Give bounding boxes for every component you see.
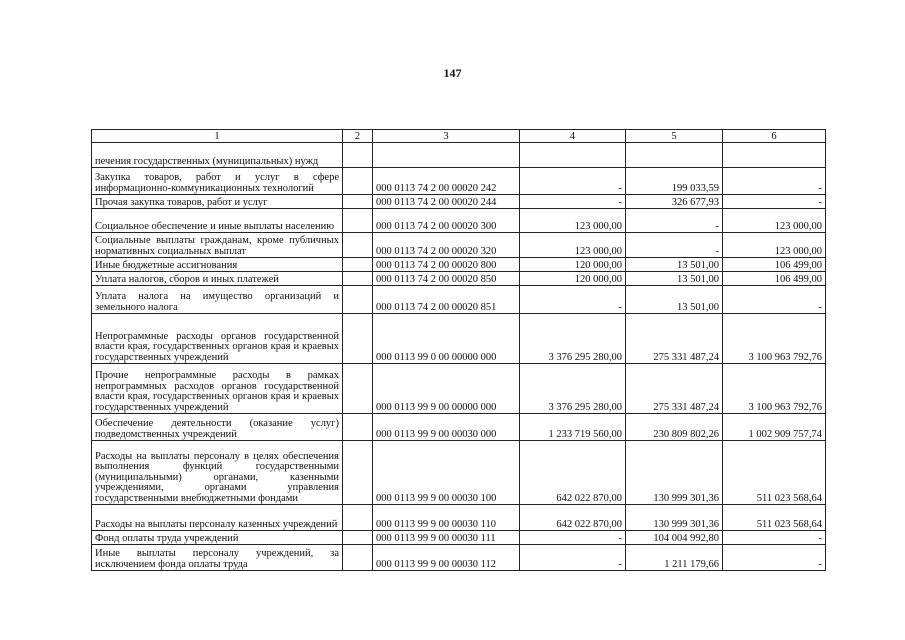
row-name: Социальные выплаты гражданам, кроме публичных нормативных социальных выплат — [92, 233, 343, 258]
table-row — [92, 209, 826, 233]
row-col2 — [343, 414, 373, 441]
row-col6: 123 000,00 — [723, 209, 826, 233]
table-row — [92, 364, 826, 414]
row-name: Расходы на выплаты персоналу казенных учреждений — [92, 505, 343, 531]
row-col4: - — [520, 545, 626, 571]
row-col6 — [723, 143, 826, 168]
row-col6: 511 023 568,64 — [723, 505, 826, 531]
row-col6: - — [723, 531, 826, 545]
row-col4 — [520, 143, 626, 168]
row-col4: 642 022 870,00 — [520, 441, 626, 505]
header-col-2: 2 — [343, 130, 373, 143]
row-code — [373, 143, 520, 168]
row-name: Иные выплаты персоналу учреждений, за исключением фонда оплаты труда — [92, 545, 343, 571]
row-col2 — [343, 168, 373, 195]
row-col2 — [343, 314, 373, 364]
table-row — [92, 414, 826, 441]
row-col6: - — [723, 286, 826, 314]
header-col-4: 4 — [520, 130, 626, 143]
row-col5: 13 501,00 — [626, 286, 723, 314]
row-col2 — [343, 531, 373, 545]
row-col5 — [626, 143, 723, 168]
row-code: 000 0113 99 9 00 00030 000 — [373, 414, 520, 441]
row-col2 — [343, 505, 373, 531]
table-row — [92, 286, 826, 314]
row-name: Обеспечение деятельности (оказание услуг) подведомственных учреждений — [92, 414, 343, 441]
row-col5: 13 501,00 — [626, 258, 723, 272]
row-col5: 230 809 802,26 — [626, 414, 723, 441]
row-code: 000 0113 74 2 00 00020 320 — [373, 233, 520, 258]
row-col4: 123 000,00 — [520, 209, 626, 233]
header-col-3: 3 — [373, 130, 520, 143]
row-col4: 120 000,00 — [520, 272, 626, 286]
table-row — [92, 272, 826, 286]
row-code: 000 0113 74 2 00 00020 850 — [373, 272, 520, 286]
row-code: 000 0113 74 2 00 00020 242 — [373, 168, 520, 195]
table-row — [92, 441, 826, 505]
row-col4: 3 376 295 280,00 — [520, 314, 626, 364]
page-number: 147 — [443, 66, 462, 80]
row-col2 — [343, 258, 373, 272]
row-col5: 130 999 301,36 — [626, 505, 723, 531]
row-code: 000 0113 99 9 00 00030 111 — [373, 531, 520, 545]
row-name: Закупка товаров, работ и услуг в сфере информационно-коммуникационных технологий — [92, 168, 343, 195]
row-col6: 3 100 963 792,76 — [723, 314, 826, 364]
row-col6: - — [723, 545, 826, 571]
header-row — [92, 130, 826, 143]
row-name: Фонд оплаты труда учреждений — [92, 531, 343, 545]
row-code: 000 0113 99 9 00 00030 112 — [373, 545, 520, 571]
table-row — [92, 168, 826, 195]
row-name: Уплата налога на имущество организаций и земельного налога — [92, 286, 343, 314]
row-col6: 3 100 963 792,76 — [723, 364, 826, 414]
row-code: 000 0113 99 0 00 00000 000 — [373, 314, 520, 364]
row-col5: 13 501,00 — [626, 272, 723, 286]
table-row — [92, 258, 826, 272]
row-col4: - — [520, 286, 626, 314]
table-row — [92, 545, 826, 571]
row-col2 — [343, 364, 373, 414]
table-row — [92, 314, 826, 364]
row-name: Прочие непрограммные расходы в рамках непрограммных расходов органов государственной власти края, государственных органов края и краевых государственных учреждений — [92, 364, 343, 414]
row-code: 000 0113 99 9 00 00000 000 — [373, 364, 520, 414]
row-col5: 275 331 487,24 — [626, 364, 723, 414]
header-col-1: 1 — [92, 130, 343, 143]
row-col6: - — [723, 195, 826, 209]
row-col6: 106 499,00 — [723, 272, 826, 286]
row-name: Прочая закупка товаров, работ и услуг — [92, 195, 343, 209]
row-col5: 275 331 487,24 — [626, 314, 723, 364]
row-col4: 642 022 870,00 — [520, 505, 626, 531]
row-col4: 3 376 295 280,00 — [520, 364, 626, 414]
budget-table — [91, 129, 826, 571]
row-col2 — [343, 286, 373, 314]
row-col4: 123 000,00 — [520, 233, 626, 258]
row-col2 — [343, 272, 373, 286]
row-col2 — [343, 143, 373, 168]
row-name: Иные бюджетные ассигнования — [92, 258, 343, 272]
row-col6: 1 002 909 757,74 — [723, 414, 826, 441]
row-code: 000 0113 74 2 00 00020 244 — [373, 195, 520, 209]
row-code: 000 0113 99 9 00 00030 100 — [373, 441, 520, 505]
row-code: 000 0113 99 9 00 00030 110 — [373, 505, 520, 531]
row-col5: 326 677,93 — [626, 195, 723, 209]
table-row — [92, 505, 826, 531]
row-col2 — [343, 209, 373, 233]
row-code: 000 0113 74 2 00 00020 800 — [373, 258, 520, 272]
row-col6: 106 499,00 — [723, 258, 826, 272]
table-row — [92, 531, 826, 545]
row-col2 — [343, 233, 373, 258]
row-col5: 104 004 992,80 — [626, 531, 723, 545]
row-col6: 511 023 568,64 — [723, 441, 826, 505]
row-name: Непрограммные расходы органов государственной власти края, государственных органов края и краевых государственных учреждений — [92, 314, 343, 364]
table-row — [92, 233, 826, 258]
row-name: Уплата налогов, сборов и иных платежей — [92, 272, 343, 286]
row-col5: - — [626, 209, 723, 233]
row-col6: - — [723, 168, 826, 195]
row-col4: - — [520, 168, 626, 195]
row-col4: - — [520, 531, 626, 545]
table-row — [92, 143, 826, 168]
row-col4: - — [520, 195, 626, 209]
row-col5: - — [626, 233, 723, 258]
row-name: Социальное обеспечение и иные выплаты населению — [92, 209, 343, 233]
row-code: 000 0113 74 2 00 00020 851 — [373, 286, 520, 314]
row-col4: 120 000,00 — [520, 258, 626, 272]
row-col6: 123 000,00 — [723, 233, 826, 258]
row-col2 — [343, 195, 373, 209]
row-code: 000 0113 74 2 00 00020 300 — [373, 209, 520, 233]
header-col-6: 6 — [723, 130, 826, 143]
row-col5: 1 211 179,66 — [626, 545, 723, 571]
row-col5: 199 033,59 — [626, 168, 723, 195]
row-col5: 130 999 301,36 — [626, 441, 723, 505]
row-col4: 1 233 719 560,00 — [520, 414, 626, 441]
row-col2 — [343, 441, 373, 505]
table-row — [92, 195, 826, 209]
row-name: Расходы на выплаты персоналу в целях обеспечения выполнения функций государственными (муниципальными) органами, казенными учреждениями, органами управления государственными внебюджетными фондами — [92, 441, 343, 505]
row-name: печения государственных (муниципальных) нужд — [92, 143, 343, 168]
header-col-5: 5 — [626, 130, 723, 143]
row-col2 — [343, 545, 373, 571]
